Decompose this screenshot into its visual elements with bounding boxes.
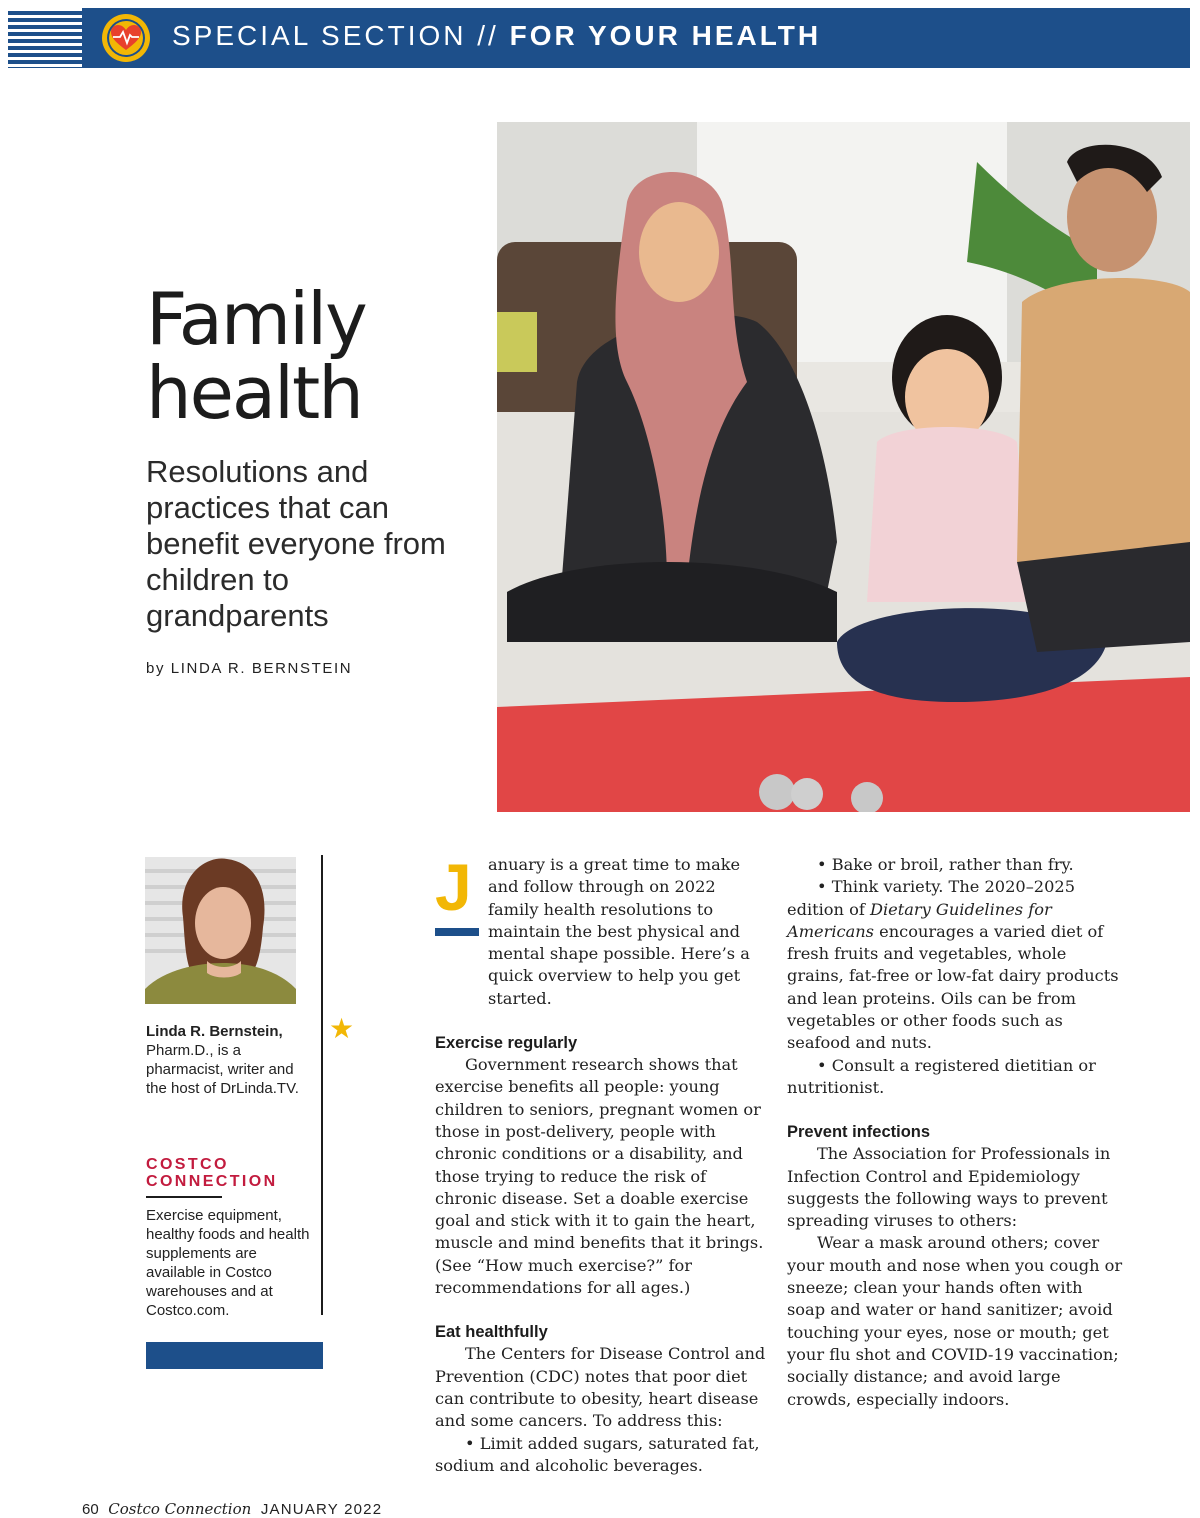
bullet-3-pre: • Think variety. The 2020–2025 edition of — [787, 877, 1075, 919]
eat-heading: Eat healthfully — [435, 1323, 548, 1342]
costco-connection-rule — [146, 1196, 222, 1198]
costco-connection-text: Exercise equipment, healthy foods and health supplements are available in Costco warehouses and at Costco.com. — [146, 1207, 310, 1319]
author-bio — [146, 1022, 311, 1098]
infection-heading: Prevent infections — [787, 1123, 931, 1142]
drop-cap: J — [435, 850, 472, 924]
costco-connection-title-1: COSTCO — [146, 1156, 229, 1173]
drop-cap-bar — [435, 928, 479, 936]
bullet-3 — [787, 876, 1123, 1054]
section-title — [172, 20, 821, 52]
section-name: FOR YOUR HEALTH — [509, 20, 822, 51]
page-number: 60 — [82, 1501, 99, 1518]
author-bio-text: Pharm.D., is a pharmacist, writer and the host of DrLinda.TV. — [146, 1042, 299, 1097]
bullet-3-post: encourages a varied diet of fresh fruits and vegetables, whole grains, fat-free or low-fat dairy products and lean proteins. Oils can be from vegetables or other foods such as seafood and nuts. — [787, 921, 1119, 1053]
article-headline — [146, 277, 366, 435]
body-column-2 — [787, 854, 1123, 1411]
headline-line-2: health — [146, 351, 362, 435]
headline-line-1: Family — [146, 277, 366, 361]
body-column-1 — [435, 850, 771, 1477]
article-dek: Resolutions and practices that can benefit everyone from children to grandparents — [146, 454, 446, 633]
lead-rest: mental shape possible. Here’s a quick overview to help you get started. — [488, 944, 750, 1008]
sidebar-bar — [146, 1342, 323, 1369]
bullet-1: • Limit added sugars, saturated fat, sodium and alcoholic beverages. — [435, 1433, 760, 1475]
article-byline: by LINDA R. BERNSTEIN — [146, 660, 353, 677]
lead-first: anuary is a great time to make and follow through on 2022 family health resolutions to maintain the best physical and — [488, 855, 741, 941]
lead-paragraph — [435, 850, 771, 1010]
heart-pulse-icon — [101, 13, 151, 63]
bullet-2: • Bake or broil, rather than fry. — [817, 855, 1074, 874]
star-icon: ★ — [329, 1012, 355, 1045]
author-name: Linda R. Bernstein, — [146, 1023, 283, 1040]
bullet-4: • Consult a registered dietitian or nutritionist. — [787, 1055, 1096, 1097]
exercise-text: Government research shows that exercise benefits all people: young children to seniors, pregnant women or those in post-delivery, people with chronic conditions or a disability, and those trying to reduce the risk of chronic disease. Set a doable exercise goal and stick with it to gain the heart, muscle and mind benefits that it brings. (See “How much exercise?” for recommendations for all ages.) — [435, 1055, 764, 1298]
infection-text-2: Wear a mask around others; cover your mouth and nose when you cough or sneeze; clean your hands often with soap and water or hand sanitizer; avoid touching your eyes, nose or mouth; get your flu shot and COVID-19 vaccination; socially distance; and avoid large crowds, especially indoors. — [787, 1233, 1123, 1409]
sidebar-rule — [321, 855, 323, 1315]
hero-photo — [497, 122, 1190, 812]
issue-date: JANUARY 2022 — [260, 1501, 383, 1518]
infection-text-1: The Association for Professionals in Infection Control and Epidemiology suggests the following ways to prevent spreading viruses to others: — [787, 1144, 1111, 1231]
section-label: SPECIAL SECTION // — [172, 20, 499, 51]
banner-stripes — [8, 8, 82, 68]
bullet-3-italic: Dietary Guidelines for Americans — [787, 899, 1052, 941]
author-photo — [145, 857, 296, 1004]
page-footer — [82, 1500, 382, 1518]
exercise-heading: Exercise regularly — [435, 1034, 578, 1053]
magazine-name: Costco Connection — [108, 1500, 252, 1518]
eat-text: The Centers for Disease Control and Prevention (CDC) notes that poor diet can contribute to obesity, heart disease and some cancers. To address this: — [435, 1344, 766, 1431]
costco-connection-title-2: CONNECTION — [146, 1173, 278, 1190]
costco-connection-title — [146, 1156, 278, 1190]
